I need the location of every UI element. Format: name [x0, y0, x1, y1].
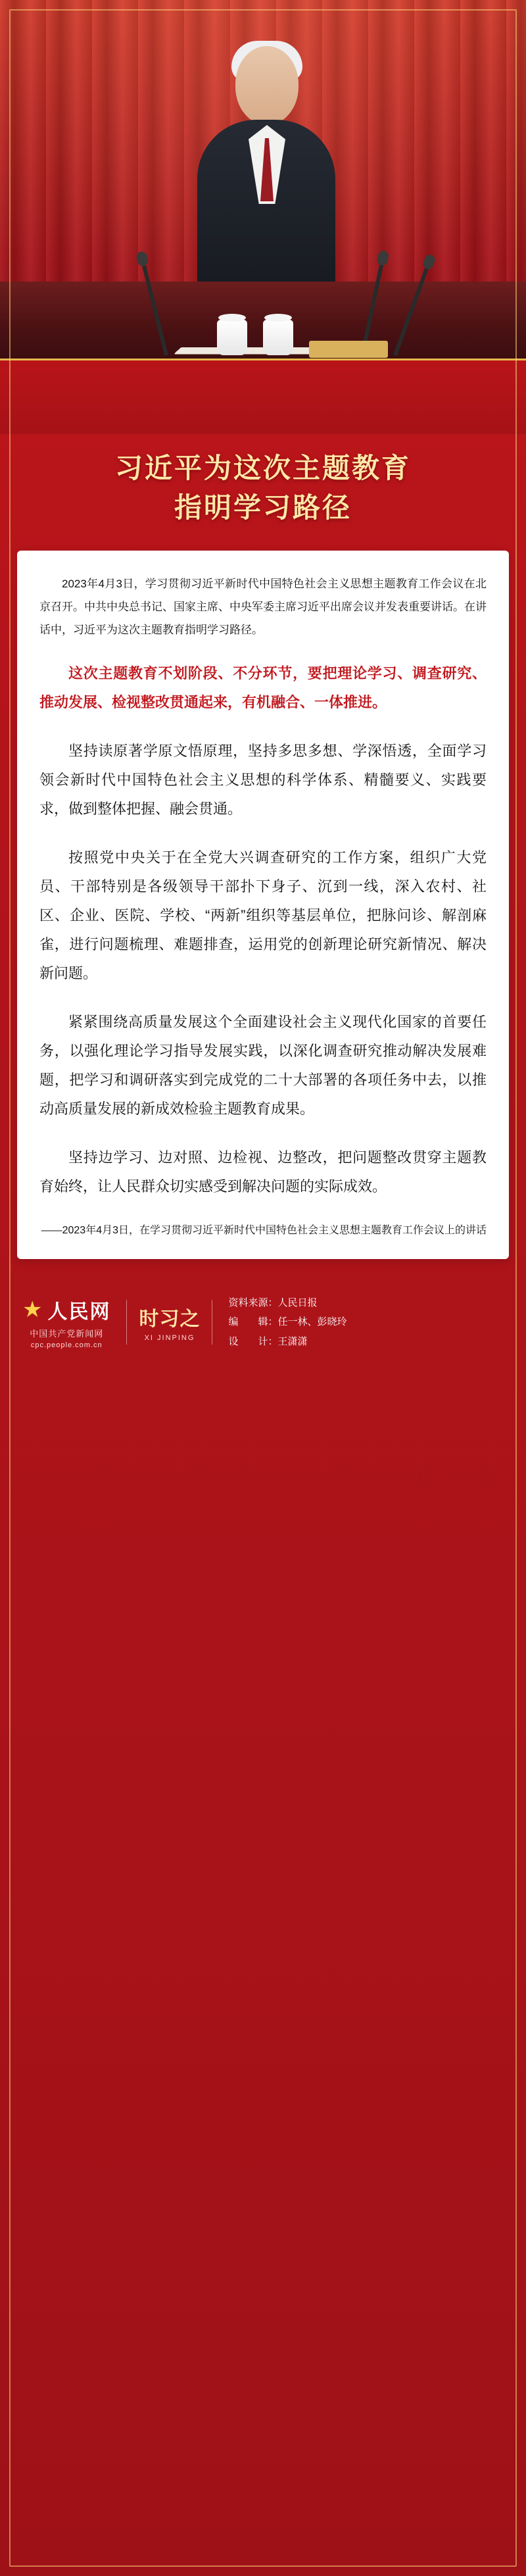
logo-name: 人民网 — [47, 1301, 111, 1324]
article-paragraph: 这次主题教育不划阶段、不分环节，要把理论学习、调查研究、推动发展、检视整改贯通起来，有机融合、一体推进。 — [39, 664, 487, 710]
article-card — [17, 551, 509, 1259]
title-line-2: 指明学习路径 — [174, 491, 352, 523]
article-paragraph: 坚持边学习、边对照、边检视、边整改，把问题整改贯穿主题教育始终，让人民群众切实感受到解决问题的实际成效。 — [39, 1149, 487, 1195]
credit-line: 资料来源：人民日报 — [228, 1297, 318, 1309]
brand-subtitle: XI JINPING — [144, 1334, 195, 1343]
teacup-icon — [217, 320, 247, 355]
credit-line: 编 辑：任一林、彭晓玲 — [228, 1316, 347, 1328]
poster-title — [0, 434, 526, 533]
article-paragraph: 坚持读原著学原文悟原理，坚持多思多想、学深悟透，全面学习领会新时代中国特色社会主义思想的科学体系、精髓要义、实践要求，做到整体把握、融会贯通。 — [39, 742, 487, 817]
article-paragraph: 按照党中央关于在全党大兴调查研究的工作方案，组织广大党员、干部特别是各级领导干部扑下身子、沉到一线，深入农村、社区、企业、医院、学校、“两新”组织等基层单位，把脉问诊、解剖麻雀，进行问题梳理、难题排查，运用党的创新理论研究新情况、解决新问题。 — [39, 849, 487, 981]
article-source: ——2023年4月3日，在学习贯彻习近平新时代中国特色社会主义思想主题教育工作会议上的讲话 — [41, 1224, 487, 1236]
peoples-daily-logo[interactable] — [22, 1295, 110, 1349]
article-paragraph: 紧紧围绕高质量发展这个全面建设社会主义现代化国家的首要任务，以强化理论学习指导发展实践，以深化调查研究推动解决发展难题，把学习和调研落实到完成党的二十大部署的各项任务中去，以推动高质量发展的新成效检验主题教育成果。 — [39, 1013, 487, 1117]
article-lede: 2023年4月3日，学习贯彻习近平新时代中国特色社会主义思想主题教育工作会议在北京召开。中共中央总书记、国家主席、中央军委主席习近平出席会议并发表重要讲话。在讲话中，习近平为这次主题教育指明学习路径。 — [39, 578, 487, 636]
poster-footer — [0, 1276, 526, 1377]
column-brand — [126, 1300, 212, 1345]
table-front-panel — [0, 359, 526, 434]
title-line-1: 习近平为这次主题教育 — [114, 453, 411, 483]
star-icon: ★ — [22, 1297, 43, 1323]
head-shape — [235, 46, 299, 125]
logo-subtitle: 中国共产党新闻网 — [30, 1329, 104, 1339]
brand-name: 时习之 — [139, 1308, 201, 1331]
logo-url: cpc.people.com.cn — [30, 1341, 103, 1350]
credits-block — [228, 1293, 504, 1351]
teacup-icon — [263, 320, 293, 355]
hero-photo — [0, 0, 526, 434]
credit-line: 设 计：王潇潇 — [228, 1335, 308, 1347]
document-tray-icon — [309, 341, 388, 358]
